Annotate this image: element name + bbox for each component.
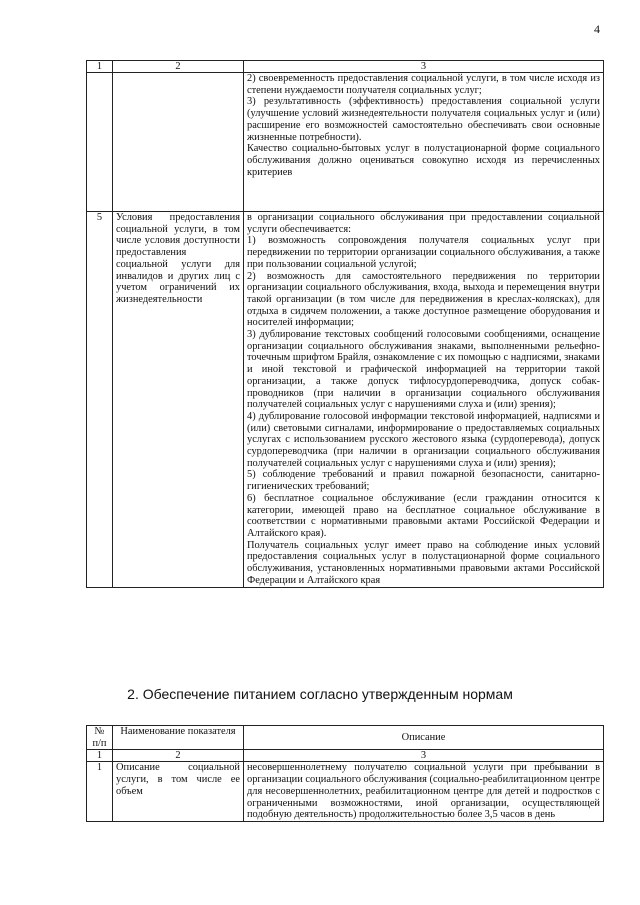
column-index-row — [87, 750, 604, 762]
paragraph: Получатель социальных услуг имеет право на соблюдение иных условий предоставления социальных услуг в полустационарной форме социального обслуживания, установленных нормативными правовыми актами Российской Федерации и Алтайского края — [247, 539, 600, 586]
indicator-name: Описание социальной услуги, в том числе ее объем — [113, 762, 244, 822]
services-table-continued — [86, 60, 604, 588]
criteria-continuation-cell — [244, 73, 604, 212]
paragraph: Качество социально-бытовых услуг в полустационарной форме социального обслуживания должно оцениваться совокупно исходя из перечисленных критериев — [247, 143, 600, 178]
paragraph: 2) возможность для самостоятельного передвижения по территории организации социального обслуживания, входа, выхода и перемещения внутри такой организации (в том числе для передвижения в креслах-колясках), для отдыха в сидячем положении, а также доступное размещение оборудования и носителей информации; — [247, 270, 600, 329]
conditions-cell — [244, 212, 604, 588]
table-row — [87, 73, 604, 212]
column-index-1: 1 — [87, 750, 113, 762]
column-index-3: 3 — [244, 61, 604, 73]
description-cell: несовершеннолетнему получателю социальной услуги при пребывании в организации социального обслуживания (социально-реабилитационном центре для несовершеннолетних, реабилитационном центре для детей и подростков с ограниченными возможностями, иной организации, осуществляющей подобную деятельность) продолжительностью более 3,5 часов в день — [244, 762, 604, 822]
column-header-number: № п/п — [87, 726, 113, 750]
paragraph: 1) возможность сопровождения получателя социальных услуг при передвижении по территории организации социального обслуживания, а также при пользовании социальной услугой; — [247, 235, 600, 270]
table-row — [87, 762, 604, 822]
nutrition-table — [86, 725, 604, 822]
table-header-row — [87, 726, 604, 750]
paragraph: 2) своевременность предоставления социальной услуги, в том числе исходя из степени нуждаемости получателя социальных услуг; — [247, 73, 600, 96]
column-index-row — [87, 61, 604, 73]
section-heading: 2. Обеспечение питанием согласно утвержденным нормам — [127, 686, 513, 702]
row-number: 1 — [87, 762, 113, 822]
column-index-1: 1 — [87, 61, 113, 73]
row-number: 5 — [87, 212, 113, 588]
page-number: 4 — [594, 22, 600, 36]
paragraph: 5) соблюдение требований и правил пожарной безопасности, санитарно-гигиенических требований; — [247, 469, 600, 493]
paragraph: в организации социального обслуживания при предоставлении социальной услуги обеспечивается: — [247, 212, 600, 235]
table-row — [87, 212, 604, 588]
column-index-2: 2 — [113, 750, 244, 762]
paragraph: 3) дублирование текстовых сообщений голосовыми сообщениями, оснащение организации социального обслуживания знаками, выполненными рельефно-точечным шрифтом Брайля, ознакомление с их помощью с надписями, знаками и иной текстовой и графической информацией на территории такой организации, а также допуск тифлосурдопереводчика, допуск собак-проводников (при наличии в организации социального обслуживания получателей социальных услуг с нарушениями слуха и (или) зрения); — [247, 329, 600, 411]
indicator-name: Условия предоставления социальной услуги, в том числе условия доступности предоставления социальной услуги для инвалидов и других лиц с учетом ограничений их жизнедеятельности — [113, 212, 244, 588]
paragraph: 4) дублирование голосовой информации текстовой информацией, надписями и (или) световыми сигналами, информирование о предоставляемых социальных услугах с использованием русского жестового языка (сурдоперевода), допуск сурдопереводчика (при наличии в организации социального обслуживания получателей социальных услуг с нарушениями слуха и (или) зрения); — [247, 410, 600, 469]
paragraph: 6) бесплатное социальное обслуживание (если гражданин относится к категории, имеющей право на бесплатное социальное обслуживание в соответствии с нормативными правовыми актами Российской Федерации и Алтайского края). — [247, 492, 600, 539]
column-index-2: 2 — [113, 61, 244, 73]
paragraph: 3) результативность (эффективность) предоставления социальной услуги (улучшение условий жизнедеятельности получателя социальных услуг и (или) расширение его возможностей самостоятельно обеспечивать свои основные жизненные потребности). — [247, 96, 600, 143]
column-header-description: Описание — [244, 726, 604, 750]
column-index-3: 3 — [244, 750, 604, 762]
column-header-name: Наименование показателя — [113, 726, 244, 750]
